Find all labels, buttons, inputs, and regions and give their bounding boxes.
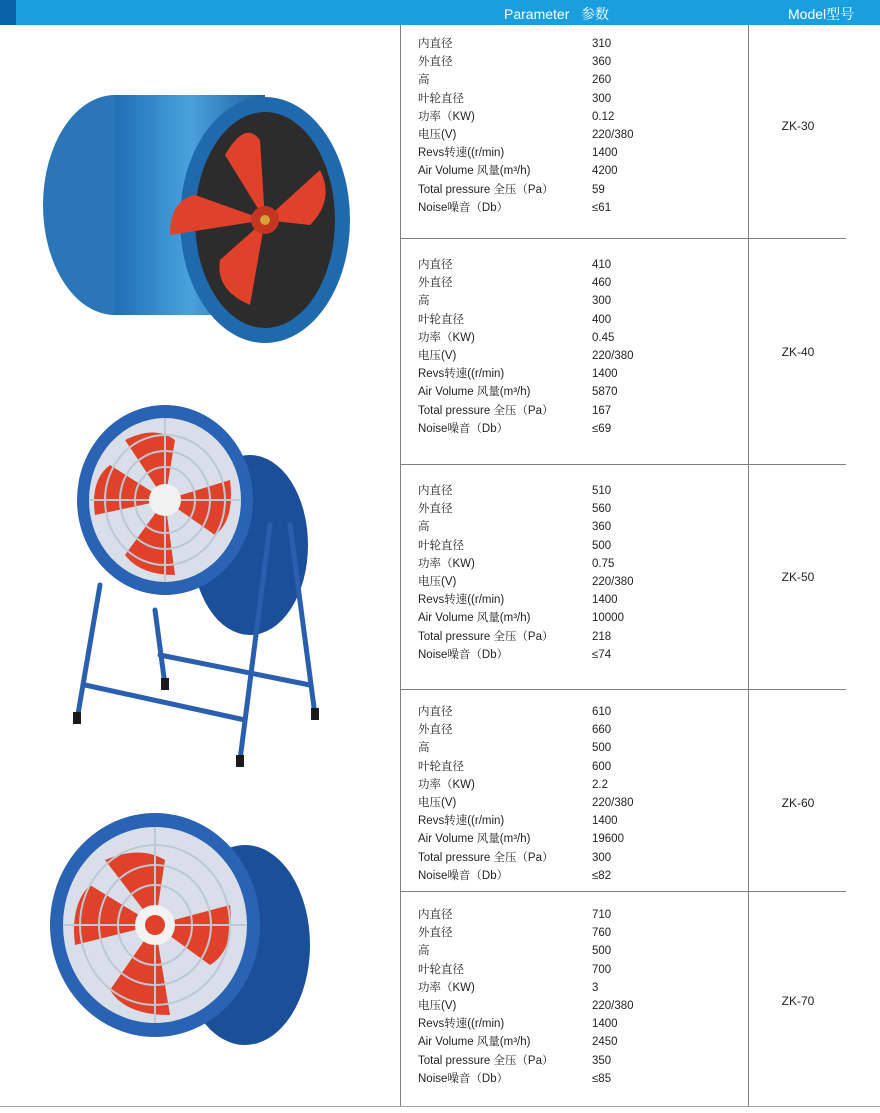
- spec-row: [418, 591, 748, 609]
- spec-value: 500: [592, 945, 612, 958]
- spec-value: ≤61: [592, 201, 612, 214]
- spec-block-zk-70: [418, 906, 748, 1088]
- spec-label: 功率（KW): [418, 110, 475, 123]
- spec-row: [418, 979, 748, 997]
- column-divider-left: [400, 25, 401, 1107]
- spec-row: [418, 924, 748, 942]
- spec-value: 0.12: [592, 110, 615, 123]
- table-header: [0, 0, 880, 25]
- table-bottom-border: [0, 1106, 880, 1107]
- spec-value: 760: [592, 927, 612, 940]
- row-divider: [400, 689, 846, 690]
- spec-label: Air Volume 风量(m³/h): [418, 612, 531, 625]
- spec-row: [418, 906, 748, 924]
- spec-row: [418, 347, 748, 365]
- spec-label: Revs转速((r/min): [418, 368, 505, 381]
- spec-value: 400: [592, 313, 612, 326]
- spec-row: [418, 420, 748, 438]
- spec-label: 叶轮直径: [418, 313, 464, 326]
- model-label: ZK-50: [781, 570, 815, 584]
- spec-row: [418, 537, 748, 555]
- spec-label: 电压(V): [418, 796, 457, 809]
- spec-value: 260: [592, 74, 612, 87]
- spec-label: 电压(V): [418, 128, 457, 141]
- spec-row: [418, 162, 748, 180]
- spec-row: [418, 329, 748, 347]
- column-divider-right: [748, 25, 749, 1107]
- spec-block-zk-40: [418, 256, 748, 438]
- spec-label: Total pressure 全压（Pa）: [418, 183, 554, 196]
- row-divider: [400, 238, 846, 239]
- spec-value: 660: [592, 724, 612, 737]
- spec-value: ≤74: [592, 648, 612, 661]
- model-label: ZK-40: [781, 345, 815, 359]
- spec-value: ≤85: [592, 1072, 612, 1085]
- spec-value: 310: [592, 38, 612, 50]
- spec-value: 1400: [592, 147, 618, 160]
- spec-row: [418, 758, 748, 776]
- spec-value: 0.75: [592, 557, 615, 570]
- spec-value: ≤82: [592, 869, 612, 882]
- spec-value: 710: [592, 909, 612, 921]
- spec-label: 功率（KW): [418, 331, 475, 344]
- spec-label: 高: [418, 74, 430, 87]
- spec-value: 220/380: [592, 575, 634, 588]
- spec-row: [418, 830, 748, 848]
- spec-row: [418, 997, 748, 1015]
- spec-value: 1400: [592, 815, 618, 828]
- header-accent: [0, 0, 16, 25]
- spec-row: [418, 812, 748, 830]
- spec-label: Total pressure 全压（Pa）: [418, 851, 554, 864]
- spec-label: 内直径: [418, 909, 453, 921]
- spec-row: [418, 311, 748, 329]
- spec-row: [418, 628, 748, 646]
- spec-label: 内直径: [418, 38, 453, 50]
- spec-value: 700: [592, 963, 612, 976]
- spec-row: [418, 703, 748, 721]
- row-divider: [400, 891, 846, 892]
- spec-label: Noise噪音（Db）: [418, 1072, 509, 1085]
- spec-value: 167: [592, 404, 612, 417]
- spec-label: 外直径: [418, 724, 453, 737]
- header-model-label: Model型号: [788, 6, 855, 22]
- spec-label: Total pressure 全压（Pa）: [418, 1054, 554, 1067]
- spec-row: [418, 126, 748, 144]
- spec-value: 220/380: [592, 999, 634, 1012]
- spec-label: 高: [418, 945, 430, 958]
- spec-label: Air Volume 风量(m³/h): [418, 386, 531, 399]
- spec-label: 功率（KW): [418, 778, 475, 791]
- spec-value: 500: [592, 742, 612, 755]
- spec-value: 19600: [592, 833, 624, 846]
- spec-label: 功率（KW): [418, 557, 475, 570]
- spec-value: 2.2: [592, 778, 608, 791]
- spec-value: 1400: [592, 368, 618, 381]
- header-parameter-label: Parameter 参数: [504, 6, 610, 22]
- spec-label: Total pressure 全压（Pa）: [418, 404, 554, 417]
- spec-label: 内直径: [418, 706, 453, 718]
- spec-row: [418, 71, 748, 89]
- spec-value: 300: [592, 851, 612, 864]
- spec-label: 内直径: [418, 259, 453, 271]
- spec-block-zk-60: [418, 703, 748, 885]
- spec-row: [418, 365, 748, 383]
- spec-value: 220/380: [592, 128, 634, 141]
- model-label: ZK-30: [781, 119, 815, 133]
- spec-value: 500: [592, 539, 612, 552]
- spec-value: 2450: [592, 1036, 618, 1049]
- spec-row: [418, 721, 748, 739]
- standing-axial-fan-with-guard-photo: [65, 400, 335, 775]
- spec-label: Noise噪音（Db）: [418, 869, 509, 882]
- spec-label: 电压(V): [418, 349, 457, 362]
- spec-row: [418, 646, 748, 664]
- model-label: ZK-70: [781, 994, 815, 1008]
- spec-row: [418, 555, 748, 573]
- spec-row: [418, 181, 748, 199]
- spec-row: [418, 90, 748, 108]
- spec-value: ≤69: [592, 422, 612, 435]
- spec-label: Noise噪音（Db）: [418, 648, 509, 661]
- spec-row: [418, 53, 748, 71]
- spec-label: Revs转速((r/min): [418, 147, 505, 160]
- spec-row: [418, 609, 748, 627]
- wall-axial-fan-with-guard-photo: [45, 805, 325, 1055]
- spec-row: [418, 573, 748, 591]
- spec-value: 610: [592, 706, 612, 718]
- spec-row: [418, 518, 748, 536]
- spec-label: 高: [418, 521, 430, 534]
- spec-value: 460: [592, 277, 612, 290]
- spec-row: [418, 402, 748, 420]
- spec-value: 300: [592, 295, 612, 308]
- spec-value: 300: [592, 92, 612, 105]
- spec-row: [418, 961, 748, 979]
- spec-label: 叶轮直径: [418, 92, 464, 105]
- spec-value: 350: [592, 1054, 612, 1067]
- spec-row: [418, 867, 748, 885]
- spec-value: 218: [592, 630, 612, 643]
- spec-value: 10000: [592, 612, 624, 625]
- spec-label: 外直径: [418, 56, 453, 69]
- spec-label: Revs转速((r/min): [418, 594, 505, 607]
- spec-row: [418, 1015, 748, 1033]
- spec-row: [418, 274, 748, 292]
- spec-row: [418, 35, 748, 53]
- spec-label: 电压(V): [418, 999, 457, 1012]
- spec-value: 410: [592, 259, 612, 271]
- blue-cylindrical-axial-fan-photo: [20, 60, 360, 365]
- spec-row: [418, 383, 748, 401]
- spec-label: 功率（KW): [418, 981, 475, 994]
- spec-label: Air Volume 风量(m³/h): [418, 1036, 531, 1049]
- spec-value: 220/380: [592, 796, 634, 809]
- spec-value: 360: [592, 56, 612, 69]
- spec-label: 叶轮直径: [418, 539, 464, 552]
- spec-row: [418, 500, 748, 518]
- spec-label: Noise噪音（Db）: [418, 201, 509, 214]
- spec-label: 外直径: [418, 927, 453, 940]
- spec-value: 510: [592, 485, 612, 497]
- spec-value: 600: [592, 760, 612, 773]
- spec-row: [418, 1033, 748, 1051]
- spec-label: Air Volume 风量(m³/h): [418, 833, 531, 846]
- spec-block-zk-50: [418, 482, 748, 664]
- spec-label: Revs转速((r/min): [418, 1018, 505, 1031]
- spec-row: [418, 108, 748, 126]
- spec-row: [418, 256, 748, 274]
- row-divider: [400, 464, 846, 465]
- spec-label: 内直径: [418, 485, 453, 497]
- spec-block-zk-30: [418, 35, 748, 217]
- spec-row: [418, 144, 748, 162]
- spec-row: [418, 292, 748, 310]
- spec-value: 5870: [592, 386, 618, 399]
- spec-row: [418, 482, 748, 500]
- spec-row: [418, 1052, 748, 1070]
- spec-label: 高: [418, 742, 430, 755]
- spec-label: Revs转速((r/min): [418, 815, 505, 828]
- spec-value: 1400: [592, 1018, 618, 1031]
- spec-value: 3: [592, 981, 599, 994]
- spec-label: 外直径: [418, 503, 453, 516]
- spec-value: 59: [592, 183, 605, 196]
- spec-row: [418, 942, 748, 960]
- spec-row: [418, 739, 748, 757]
- spec-label: 电压(V): [418, 575, 457, 588]
- spec-label: 高: [418, 295, 430, 308]
- spec-label: 叶轮直径: [418, 760, 464, 773]
- spec-label: 外直径: [418, 277, 453, 290]
- spec-row: [418, 794, 748, 812]
- model-label: ZK-60: [781, 796, 815, 810]
- spec-value: 220/380: [592, 349, 634, 362]
- spec-value: 360: [592, 521, 612, 534]
- spec-label: Noise噪音（Db）: [418, 422, 509, 435]
- spec-value: 0.45: [592, 331, 615, 344]
- spec-label: Air Volume 风量(m³/h): [418, 165, 531, 178]
- spec-label: Total pressure 全压（Pa）: [418, 630, 554, 643]
- spec-value: 560: [592, 503, 612, 516]
- spec-row: [418, 776, 748, 794]
- spec-row: [418, 1070, 748, 1088]
- spec-value: 1400: [592, 594, 618, 607]
- spec-label: 叶轮直径: [418, 963, 464, 976]
- spec-row: [418, 849, 748, 867]
- spec-value: 4200: [592, 165, 618, 178]
- spec-row: [418, 199, 748, 217]
